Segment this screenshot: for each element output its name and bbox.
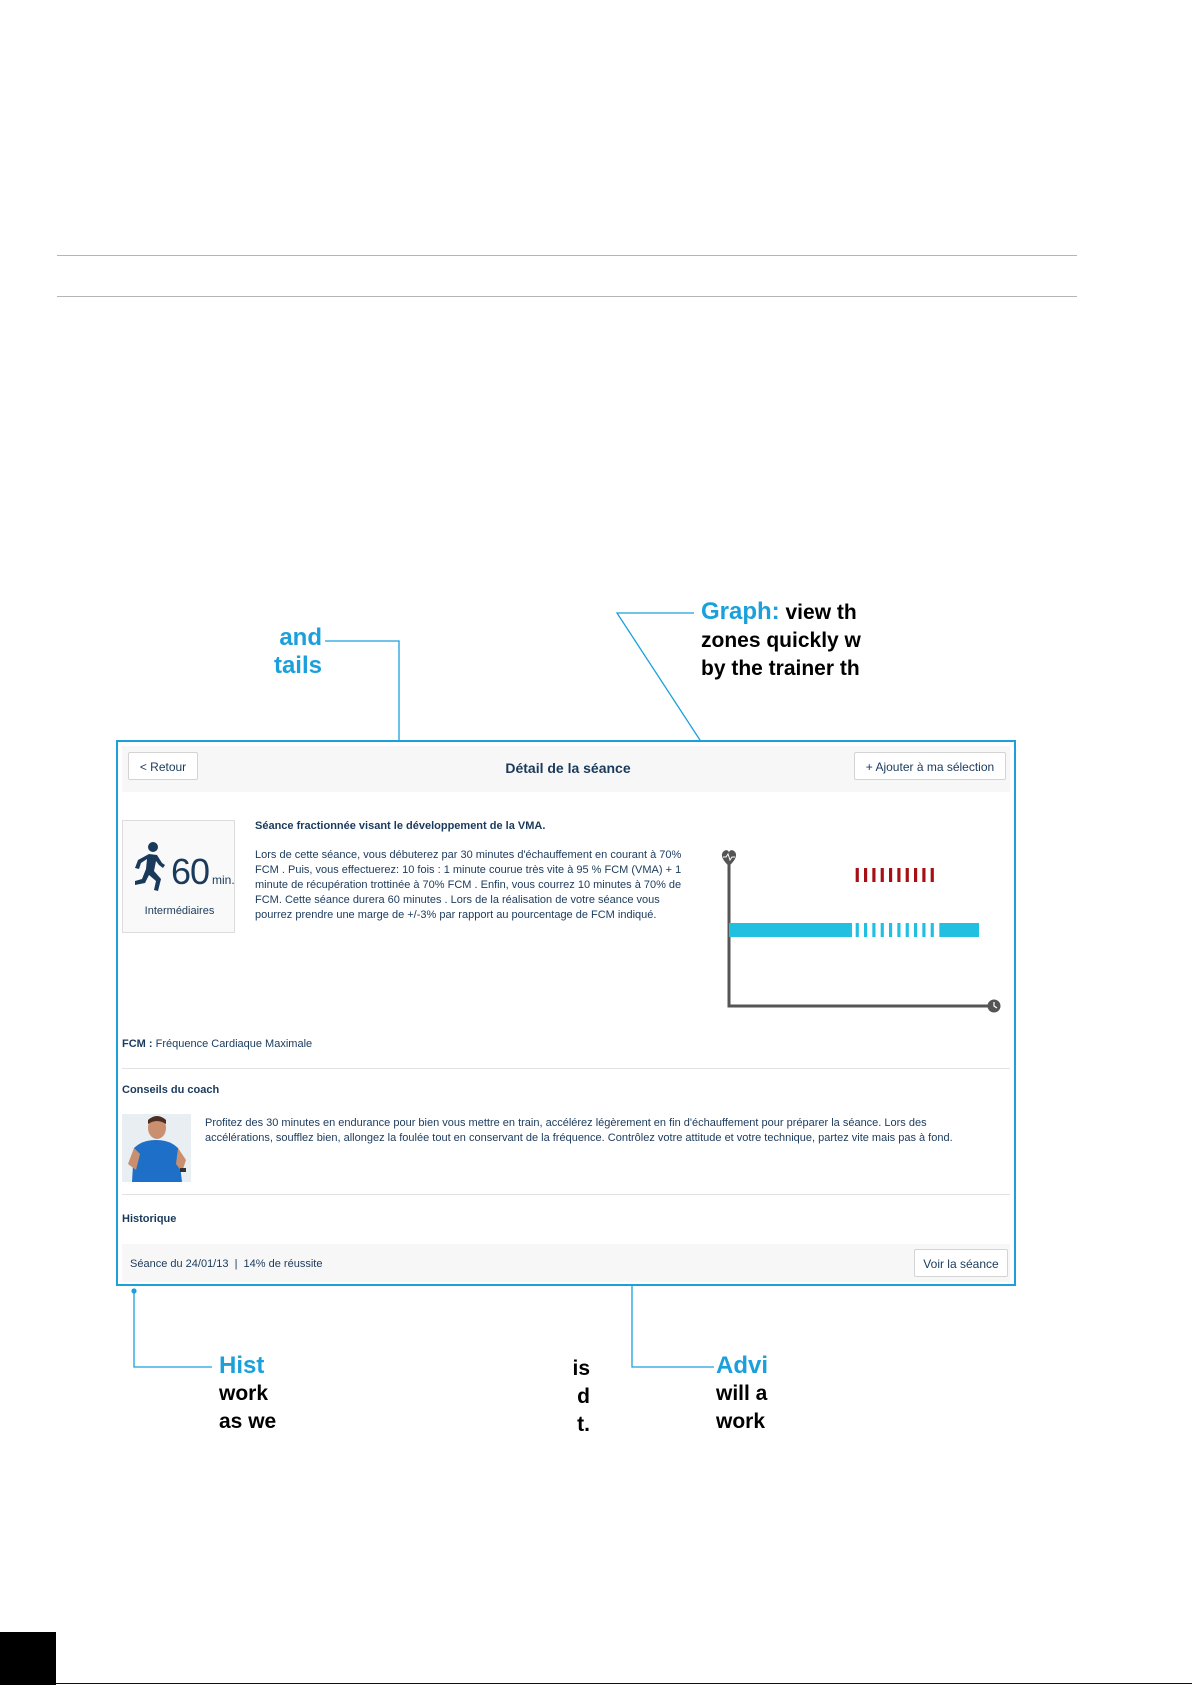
bar-fast-9 xyxy=(922,868,925,882)
bar-fast-10 xyxy=(931,868,934,882)
callout-history-line2: work xyxy=(219,1382,269,1405)
bar-recovery-2 xyxy=(864,923,867,937)
callout-graph-line1: view th xyxy=(779,601,857,624)
callout-history-frag1: is xyxy=(572,1357,590,1380)
bar-cooldown xyxy=(939,923,979,937)
bar-recovery-8 xyxy=(914,923,917,937)
bar-fast-3 xyxy=(872,868,875,882)
callout-history-label: Hist xyxy=(219,1352,265,1379)
bar-recovery-5 xyxy=(889,923,892,937)
callout-advice-label: Advi xyxy=(716,1352,769,1379)
bar-fast-4 xyxy=(881,868,884,882)
view-session-button[interactable]: Voir la séance xyxy=(914,1249,1008,1277)
bar-warmup xyxy=(729,923,852,937)
callout-details xyxy=(266,624,322,680)
bar-fast-6 xyxy=(897,868,900,882)
divider-1 xyxy=(122,1068,1010,1069)
bar-recovery-3 xyxy=(872,923,875,937)
fcm-text: Fréquence Cardiaque Maximale xyxy=(152,1038,313,1050)
graph-bars xyxy=(729,868,979,937)
fcm-note xyxy=(122,1038,312,1050)
bar-recovery-9 xyxy=(922,923,925,937)
callout-history-frag2: d xyxy=(577,1385,590,1408)
history-heading: Historique xyxy=(122,1213,177,1225)
bar-fast-1 xyxy=(856,868,859,882)
session-heading: Séance fractionnée visant le développement de la VMA. xyxy=(255,820,546,832)
history-row xyxy=(122,1244,1010,1282)
divider-2 xyxy=(122,1194,1010,1195)
coach-photo xyxy=(122,1114,191,1182)
callout-graph-line2: zones quickly w xyxy=(701,629,861,652)
fcm-label: FCM : xyxy=(122,1038,153,1050)
bar-fast-8 xyxy=(914,868,917,882)
session-description: Lors de cette séance, vous débuterez par 30 minutes d'échauffement en courant à 70% FCM . Puis, vous effectuerez: 10 fois : 1 minute courue très vite à 95 % FCM (VMA) + 1 minute de récupération trottinée à 70% FCM . Enfin, vous courrez 10 minutes à 70% de FCM. Cette séance durera 60 minutes . Lors de la réalisation de votre séance vous pourrez prendre une marge de +/-3% par rapport au pourcentage de FCM indiqué. xyxy=(255,849,682,921)
runner-icon xyxy=(129,841,169,893)
coach-advice-text: Profitez des 30 minutes en endurance pour bien vous mettre en train, accélérez légèrement en fin d'échauffement pour préparer la séance. Lors des accélérations, soufflez bien, allongez la foulée tout en conservant de la fréquence. Contrôlez votre attitude et votre technique, partez vite mais pas à fond. xyxy=(205,1117,953,1144)
bar-fast-7 xyxy=(906,868,909,882)
callout-history-frag3: t. xyxy=(577,1413,590,1436)
callout-history xyxy=(219,1352,276,1436)
intensity-graph xyxy=(714,846,1004,1016)
bar-recovery-10 xyxy=(931,923,934,937)
callout-details-line1: and xyxy=(279,624,322,651)
session-detail-panel xyxy=(116,740,1016,1286)
callout-graph-label: Graph: xyxy=(701,598,780,625)
clock-icon xyxy=(988,1000,1001,1013)
add-to-selection-button[interactable]: + Ajouter à ma sélection xyxy=(854,752,1006,780)
bar-fast-5 xyxy=(889,868,892,882)
bar-fast-2 xyxy=(864,868,867,882)
footer-rule xyxy=(56,1683,1192,1684)
page-corner-block xyxy=(0,1632,56,1685)
duration-unit: min. xyxy=(212,873,235,887)
duration-card xyxy=(122,820,235,933)
level-label: Intermédiaires xyxy=(144,905,215,917)
callout-advice-line3: work xyxy=(716,1410,766,1433)
back-button[interactable]: < Retour xyxy=(128,752,198,780)
callout-details-line2: tails xyxy=(273,652,322,679)
history-entry: Séance du 24/01/13 | 14% de réussite xyxy=(130,1258,323,1270)
bar-recovery-7 xyxy=(906,923,909,937)
coach-heading: Conseils du coach xyxy=(122,1084,220,1096)
bar-recovery-1 xyxy=(856,923,859,937)
callout-advice-line2: will a xyxy=(716,1382,768,1405)
callout-advice xyxy=(716,1352,768,1436)
bar-recovery-6 xyxy=(897,923,900,937)
callout-graph-line3: by the trainer th xyxy=(701,657,860,680)
heart-icon xyxy=(722,850,736,866)
duration-value: 60 xyxy=(171,851,210,892)
callout-graph xyxy=(701,598,861,683)
bar-recovery-4 xyxy=(881,923,884,937)
page-title: Détail de la séance xyxy=(505,760,631,776)
callout-history-line3: as we xyxy=(219,1410,277,1433)
callout-history-fragments xyxy=(566,1352,590,1439)
